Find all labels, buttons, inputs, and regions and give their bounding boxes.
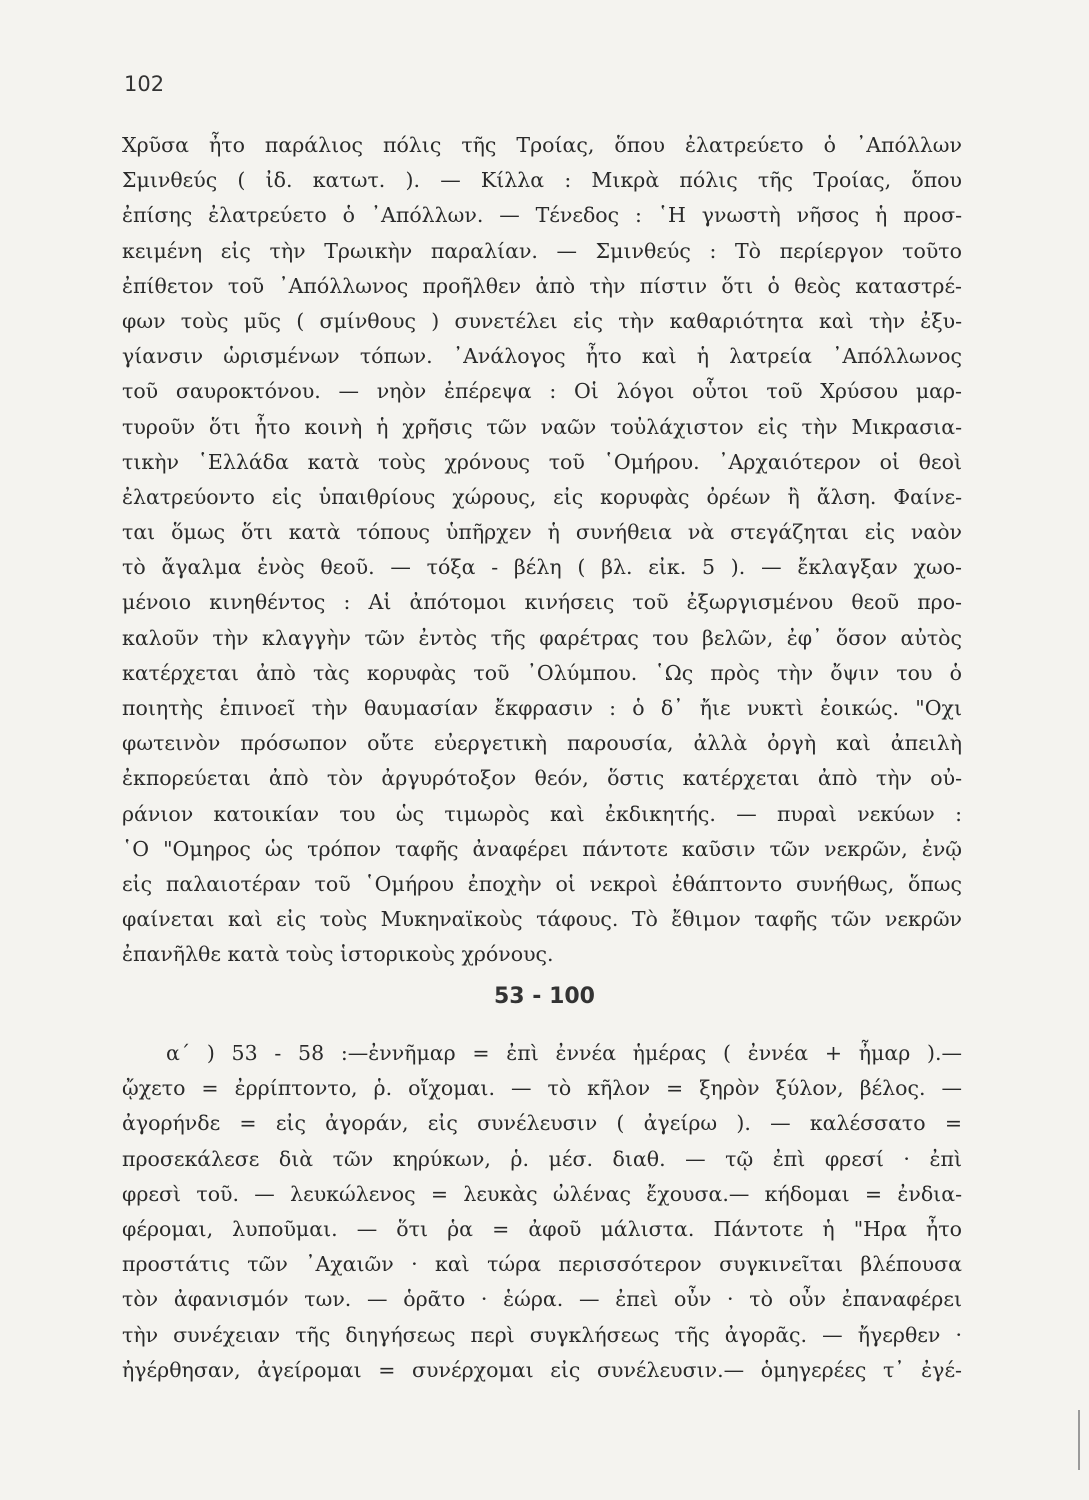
text-line: τὸν ἀφανισμόν των. — ὁρᾶτο · ἑώρα. — ἐπεὶ οὖν · τὸ οὖν ἐπαναφέρει xyxy=(122,1287,962,1312)
text-line: εἰς παλαιοτέραν τοῦ ῾Ομήρου ἐποχὴν οἱ νεκροὶ ἐθάπτοντο συνήθως, ὅπως xyxy=(122,871,962,896)
text-line: προστάτις τῶν ᾿Αχαιῶν · καὶ τώρα περισσότερον συγκινεῖται βλέπουσα xyxy=(122,1252,962,1277)
text-line: φων τοὺς μῦς ( σμίνθους ) συνετέλει εἰς τὴν καθαριότητα καὶ τὴν ἐξυ- xyxy=(122,308,962,333)
text-line: ράνιον κατοικίαν του ὡς τιμωρὸς καὶ ἐκδικητής. — πυραὶ νεκύων : xyxy=(122,801,962,826)
text-line: γίανσιν ὡρισμένων τόπων. ᾿Ανάλογος ἦτο καὶ ἡ λατρεία ᾿Απόλλωνος xyxy=(122,344,962,369)
commentary-paragraph xyxy=(122,1036,962,1388)
text-line: ἐλατρεύοντο εἰς ὑπαιθρίους χώρους, εἰς κορυφὰς ὀρέων ἢ ἄλση. Φαίνε- xyxy=(122,484,962,509)
text-line: φρεσὶ τοῦ. — λευκώλενος = λευκὰς ὠλένας ἔχουσα.— κήδομαι = ἐνδια- xyxy=(122,1181,962,1206)
text-line: τὴν συνέχειαν τῆς διηγήσεως περὶ συγκλήσεως τῆς ἀγορᾶς. — ἤγερθεν · xyxy=(122,1322,962,1347)
text-line: φαίνεται καὶ εἰς τοὺς Μυκηναϊκοὺς τάφους. Τὸ ἔθιμον ταφῆς τῶν νεκρῶν xyxy=(122,907,962,932)
text-line: τικὴν ῾Ελλάδα κατὰ τοὺς χρόνους τοῦ ῾Ομήρου. ᾿Αρχαιότερον οἱ θεοὶ xyxy=(122,449,962,474)
text-line: ἀγορήνδε = εἰς ἀγοράν, εἰς συνέλευσιν ( ἀγείρω ). — καλέσσατο = xyxy=(122,1111,962,1136)
margin-mark xyxy=(1078,1410,1080,1470)
text-line: ἐπίσης ἐλατρεύετο ὁ ᾿Απόλλων. — Τένεδος : ῾Η γνωστὴ νῆσος ἡ προσ- xyxy=(122,203,962,228)
text-line: ται ὅμως ὅτι κατὰ τόπους ὑπῆρχεν ἡ συνήθεια νὰ στεγάζηται εἰς ναὸν xyxy=(122,520,962,545)
text-line: καλοῦν τὴν κλαγγὴν τῶν ἐντὸς τῆς φαρέτρας του βελῶν, ἐφ᾿ ὅσον αὐτὸς xyxy=(122,625,962,650)
text-line: ποιητὴς ἐπινοεῖ τὴν θαυμασίαν ἔκφρασιν : ὁ δ᾿ ἤιε νυκτὶ ἐοικώς. "Οχι xyxy=(122,696,962,720)
text-line: ἐπανῆλθε κατὰ τοὺς ἱστορικοὺς χρόνους. xyxy=(122,942,554,967)
text-line: ᾤχετο = ἐρρίπτοντο, ῥ. οἴχομαι. — τὸ κῆλον = ξηρὸν ξύλον, βέλος. — xyxy=(122,1076,962,1101)
text-line: ῾Ο "Ομηρος ὡς τρόπον ταφῆς ἀναφέρει πάντοτε καῦσιν τῶν νεκρῶν, ἐνῷ xyxy=(122,836,962,861)
text-line: φέρομαι, λυποῦμαι. — ὅτι ῥα = ἀφοῦ μάλιστα. Πάντοτε ἡ "Ηρα ἦτο xyxy=(122,1216,962,1241)
text-line: μένοιο κινηθέντος : Αἱ ἀπότομοι κινήσεις τοῦ ἐξωργισμένου θεοῦ προ- xyxy=(122,590,962,615)
page-number: 102 xyxy=(124,72,165,96)
text-line: τὸ ἄγαλμα ἑνὸς θεοῦ. — τόξα - βέλη ( βλ. εἰκ. 5 ). — ἔκλαγξαν χωο- xyxy=(122,555,962,580)
text-line: α΄ ) 53 - 58 :—ἐννῆμαρ = ἐπὶ ἐννέα ἡμέρας ( ἐννέα + ἦμαρ ).— xyxy=(166,1041,962,1065)
text-line: ἠγέρθησαν, ἀγείρομαι = συνέρχομαι εἰς συνέλευσιν.— ὁμηγερέες τ᾿ ἐγέ- xyxy=(122,1357,962,1382)
text-line: κειμένη εἰς τὴν Τρωικὴν παραλίαν. — Σμινθεύς : Τὸ περίεργον τοῦτο xyxy=(122,238,962,263)
text-line: τοῦ σαυροκτόνου. — νηὸν ἐπέρεψα : Οἱ λόγοι οὗτοι τοῦ Χρύσου μαρ- xyxy=(122,379,962,404)
text-line: ἐκπορεύεται ἀπὸ τὸν ἀργυρότοξον θεόν, ὅστις κατέρχεται ἀπὸ τὴν οὐ- xyxy=(122,766,962,791)
text-line: Χρῦσα ἦτο παράλιος πόλις τῆς Τροίας, ὅπου ἐλατρεύετο ὁ ᾿Απόλλων xyxy=(122,133,962,157)
text-line: προσεκάλεσε διὰ τῶν κηρύκων, ῥ. μέσ. διαθ. — τῷ ἐπὶ φρεσί · ἐπὶ xyxy=(122,1146,962,1171)
text-line: τυροῦν ὅτι ἦτο κοινὴ ἡ χρῆσις τῶν ναῶν τοὐλάχιστον εἰς τὴν Μικρασια- xyxy=(122,414,962,439)
commentary-paragraph xyxy=(122,128,962,973)
section-heading: 53 - 100 xyxy=(494,984,595,1009)
text-line: κατέρχεται ἀπὸ τὰς κορυφὰς τοῦ ᾿Ολύμπου. ῾Ως πρὸς τὴν ὄψιν του ὁ xyxy=(122,660,962,685)
text-line: φωτεινὸν πρόσωπον οὔτε εὐεργετικὴ παρουσία, ἀλλὰ ὀργὴ καὶ ἀπειλὴ xyxy=(122,731,962,756)
text-line: ἐπίθετον τοῦ ᾿Απόλλωνος προῆλθεν ἀπὸ τὴν πίστιν ὅτι ὁ θεὸς καταστρέ- xyxy=(122,273,962,298)
text-line: Σμινθεύς ( ἰδ. κατωτ. ). — Κίλλα : Μικρὰ πόλις τῆς Τροίας, ὅπου xyxy=(122,168,962,193)
